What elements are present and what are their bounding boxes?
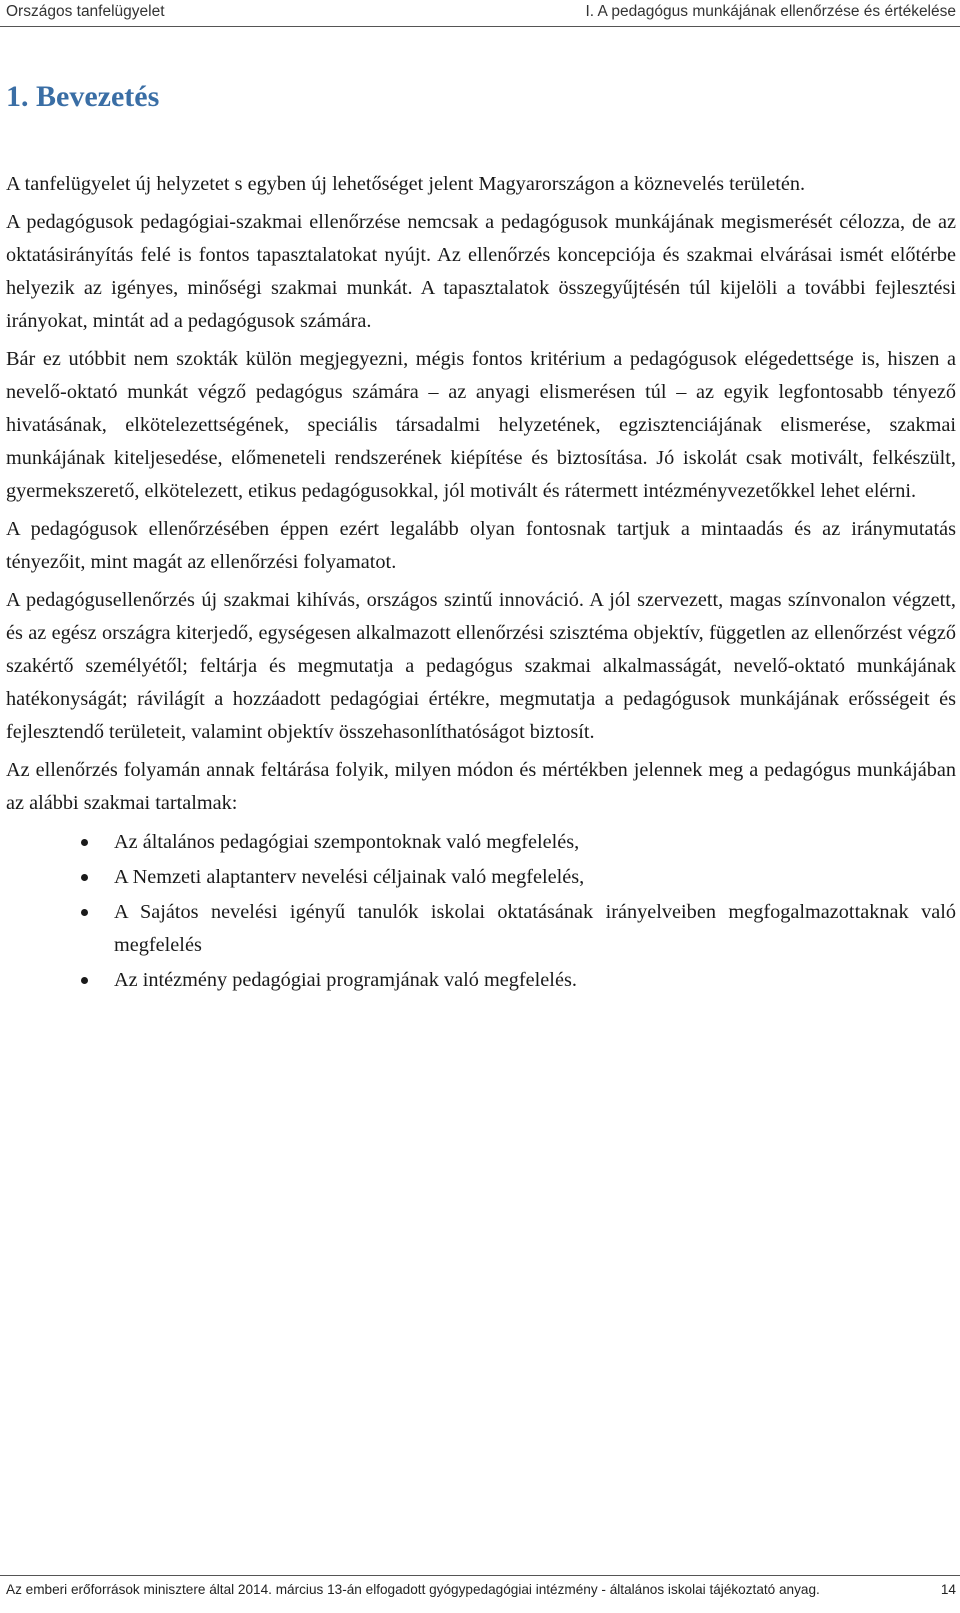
- page-footer: [6, 1582, 956, 1597]
- page-number: 14: [940, 1582, 956, 1597]
- list-item-text: Az általános pedagógiai szempontoknak való megfelelés,: [114, 831, 580, 853]
- document-body: [6, 168, 956, 999]
- paragraph-intro: A tanfelügyelet új helyzetet s egyben új lehetőséget jelent Magyarországon a köznevelés területén.: [6, 173, 806, 195]
- list-item: [114, 964, 956, 997]
- bullet-icon: [81, 874, 88, 881]
- page-header: [0, 0, 960, 26]
- list-item: [114, 896, 956, 962]
- paragraph-content-list-intro: Az ellenőrzés folyamán annak feltárása folyik, milyen módon és mértékben jelennek meg a pedagógus munkájában az alábbi szakmai tartalmak:: [6, 759, 956, 814]
- list-item: [114, 861, 956, 894]
- paragraph-innovation: A pedagógusellenőrzés új szakmai kihívás, országos szintű innováció. A jól szervezett, magas színvonalon végzett, és az egész országra kiterjedő, egységesen alkalmazott ellenőrzési szisztéma objektív, független az ellenőrzést végző szakértő személyétől; feltárja és megmutatja a pedagógus szakmai alkalmasságát, nevelő-oktató munkájának hatékonyságát; rávilágít a hozzáadott pedagógiai értékre, megmutatja a pedagógusok munkájának erősségeit és fejlesztendő területeit, valamint objektív összehasonlíthatóságot biztosít.: [6, 589, 956, 743]
- bullet-icon: [81, 839, 88, 846]
- footer-divider: [0, 1575, 960, 1576]
- paragraph-guidance: A pedagógusok ellenőrzésében éppen ezért legalább olyan fontosnak tartjuk a mintaadás és az iránymutatás tényezőit, mint magát az ellenőrzési folyamatot.: [6, 518, 956, 573]
- requirements-list: [6, 826, 956, 997]
- bullet-icon: [81, 977, 88, 984]
- list-item-text: A Sajátos nevelési igényű tanulók iskolai oktatásának irányelveiben megfogalmazottaknak való megfelelés: [114, 901, 956, 956]
- bullet-icon: [81, 909, 88, 916]
- header-right-title: I. A pedagógus munkájának ellenőrzése és értékelése: [585, 3, 956, 20]
- section-title: 1. Bevezetés: [6, 80, 160, 113]
- header-divider: [0, 26, 960, 27]
- paragraph-teacher-satisfaction: Bár ez utóbbit nem szokták külön megjegyezni, mégis fontos kritérium a pedagógusok elégedettsége is, hiszen a nevelő-oktató munkát végző pedagógus számára – az anyagi elismerésen túl – az egyik legfontosabb tényező hivatásának, elkötelezettségének, speciális társadalmi helyzetének, egzisztenciájának elismerése, szakmai munkájának kiteljesedése, előmeneteli rendszerének kiépítése és biztosítása. Jó iskolát csak motivált, felkészült, gyermekszerető, elkötelezett, etikus pedagógusokkal, jól motivált és rátermett intézményvezetőkkel lehet elérni.: [6, 348, 956, 502]
- footer-text: Az emberi erőforrások minisztere által 2014. március 13-án elfogadott gyógypedagógiai intézmény - általános iskolai tájékoztató anyag.: [6, 1582, 820, 1597]
- paragraph-inspection-purpose: A pedagógusok pedagógiai-szakmai ellenőrzése nemcsak a pedagógusok munkájának megismerését célozza, de az oktatásirányítás felé is fontos tapasztalatokat nyújt. Az ellenőrzés koncepciója és szakmai elvárásai ismét előtérbe helyezik az igényes, minőségi szakmai munkát. A tapasztalatok összegyűjtésén túl kijelöli a további fejlesztési irányokat, mintát ad a pedagógusok számára.: [6, 211, 956, 332]
- list-item-text: A Nemzeti alaptanterv nevelési céljainak való megfelelés,: [114, 866, 585, 888]
- list-item-text: Az intézmény pedagógiai programjának való megfelelés.: [114, 969, 577, 991]
- list-item: [114, 826, 956, 859]
- header-left-title: Országos tanfelügyelet: [6, 3, 165, 20]
